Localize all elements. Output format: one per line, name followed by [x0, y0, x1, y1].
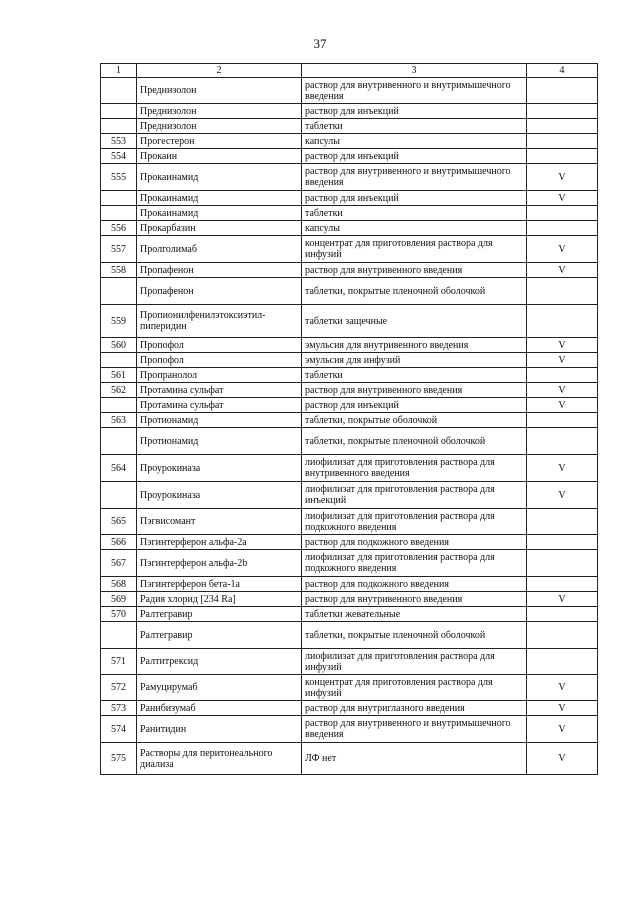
- mark-cell: V: [527, 592, 598, 607]
- row-number: 569: [101, 592, 137, 607]
- mark-cell: [527, 550, 598, 577]
- row-number: [101, 398, 137, 413]
- drug-name: Ранитидин: [137, 716, 302, 743]
- mark-cell: [527, 149, 598, 164]
- drug-name: Прокаин: [137, 149, 302, 164]
- drug-name: Пропионилфенилэтоксиэтил-пиперидин: [137, 305, 302, 338]
- table-row: [101, 482, 598, 509]
- drug-name: Прокаинамид: [137, 191, 302, 206]
- drug-name: Пропофол: [137, 353, 302, 368]
- drug-name: Ралтитрексид: [137, 649, 302, 675]
- table-row: [101, 206, 598, 221]
- drug-name: Пролголимаб: [137, 236, 302, 263]
- table-row: [101, 455, 598, 482]
- table-row: [101, 78, 598, 104]
- row-number: 560: [101, 338, 137, 353]
- row-number: 572: [101, 675, 137, 701]
- drug-name: Прогестерон: [137, 134, 302, 149]
- table-row: [101, 550, 598, 577]
- row-number: 553: [101, 134, 137, 149]
- table-row: [101, 278, 598, 305]
- drug-name: Пропранолол: [137, 368, 302, 383]
- dosage-form: раствор для инъекций: [302, 149, 527, 164]
- row-number: [101, 119, 137, 134]
- drug-name: Преднизолон: [137, 78, 302, 104]
- table-row: [101, 607, 598, 622]
- dosage-form: лиофилизат для приготовления раствора для инъекций: [302, 482, 527, 509]
- header-cell: 4: [527, 64, 598, 78]
- mark-cell: V: [527, 353, 598, 368]
- row-number: 563: [101, 413, 137, 428]
- table-row: [101, 134, 598, 149]
- mark-cell: V: [527, 164, 598, 191]
- mark-cell: [527, 119, 598, 134]
- dosage-form: капсулы: [302, 134, 527, 149]
- dosage-form: эмульсия для инфузий: [302, 353, 527, 368]
- row-number: 570: [101, 607, 137, 622]
- dosage-form: раствор для подкожного введения: [302, 577, 527, 592]
- mark-cell: [527, 509, 598, 535]
- header-cell: 3: [302, 64, 527, 78]
- drug-name: Пэгинтерферон альфа-2b: [137, 550, 302, 577]
- row-number: [101, 353, 137, 368]
- drug-name: Прокарбазин: [137, 221, 302, 236]
- row-number: 556: [101, 221, 137, 236]
- row-number: [101, 206, 137, 221]
- table-row: [101, 535, 598, 550]
- row-number: [101, 78, 137, 104]
- mark-cell: [527, 305, 598, 338]
- drug-name: Пропафенон: [137, 278, 302, 305]
- mark-cell: [527, 413, 598, 428]
- dosage-form: таблетки, покрытые пленочной оболочкой: [302, 622, 527, 649]
- row-number: 562: [101, 383, 137, 398]
- mark-cell: V: [527, 743, 598, 775]
- mark-cell: V: [527, 383, 598, 398]
- row-number: 557: [101, 236, 137, 263]
- table-row: [101, 305, 598, 338]
- mark-cell: [527, 206, 598, 221]
- dosage-form: таблетки защечные: [302, 305, 527, 338]
- table-row: [101, 221, 598, 236]
- dosage-form: лиофилизат для приготовления раствора для внутривенного введения: [302, 455, 527, 482]
- row-number: 564: [101, 455, 137, 482]
- table-row: [101, 649, 598, 675]
- dosage-form: концентрат для приготовления раствора для инфузий: [302, 675, 527, 701]
- table-header-row: [101, 64, 598, 78]
- row-number: 571: [101, 649, 137, 675]
- drug-name: Протионамид: [137, 428, 302, 455]
- table-row: [101, 398, 598, 413]
- dosage-form: раствор для внутривенного и внутримышечного введения: [302, 164, 527, 191]
- drug-name: Ралтегравир: [137, 607, 302, 622]
- table-row: [101, 577, 598, 592]
- drug-name: Пэгинтерферон альфа-2а: [137, 535, 302, 550]
- mark-cell: V: [527, 455, 598, 482]
- drug-name: Радия хлорид [234 Ra]: [137, 592, 302, 607]
- row-number: 575: [101, 743, 137, 775]
- drug-name: Прокаинамид: [137, 206, 302, 221]
- row-number: [101, 482, 137, 509]
- mark-cell: [527, 622, 598, 649]
- mark-cell: [527, 221, 598, 236]
- dosage-form: раствор для внутривенного и внутримышечного введения: [302, 716, 527, 743]
- row-number: [101, 428, 137, 455]
- table-row: [101, 413, 598, 428]
- mark-cell: V: [527, 236, 598, 263]
- row-number: 567: [101, 550, 137, 577]
- drug-name: Протамина сульфат: [137, 398, 302, 413]
- row-number: 573: [101, 701, 137, 716]
- drug-table: [100, 63, 598, 775]
- drug-name: Проурокиназа: [137, 455, 302, 482]
- mark-cell: V: [527, 716, 598, 743]
- mark-cell: V: [527, 398, 598, 413]
- dosage-form: таблетки жевательные: [302, 607, 527, 622]
- row-number: 555: [101, 164, 137, 191]
- drug-name: Растворы для перитонеального диализа: [137, 743, 302, 775]
- table-row: [101, 338, 598, 353]
- table-row: [101, 119, 598, 134]
- dosage-form: раствор для инъекций: [302, 191, 527, 206]
- dosage-form: капсулы: [302, 221, 527, 236]
- dosage-form: таблетки, покрытые пленочной оболочкой: [302, 278, 527, 305]
- row-number: 565: [101, 509, 137, 535]
- table-row: [101, 236, 598, 263]
- drug-name: Рамуцирумаб: [137, 675, 302, 701]
- mark-cell: [527, 577, 598, 592]
- row-number: 558: [101, 263, 137, 278]
- dosage-form: раствор для внутривенного введения: [302, 592, 527, 607]
- mark-cell: V: [527, 701, 598, 716]
- drug-name: Пэгвисомант: [137, 509, 302, 535]
- table-row: [101, 149, 598, 164]
- dosage-form: раствор для инъекций: [302, 104, 527, 119]
- mark-cell: V: [527, 191, 598, 206]
- drug-name: Пропафенон: [137, 263, 302, 278]
- mark-cell: [527, 134, 598, 149]
- table-row: [101, 622, 598, 649]
- dosage-form: концентрат для приготовления раствора для инфузий: [302, 236, 527, 263]
- drug-name: Ралтегравир: [137, 622, 302, 649]
- row-number: 554: [101, 149, 137, 164]
- drug-name: Протионамид: [137, 413, 302, 428]
- dosage-form: таблетки: [302, 206, 527, 221]
- table-row: [101, 164, 598, 191]
- row-number: 568: [101, 577, 137, 592]
- row-number: [101, 191, 137, 206]
- drug-name: Ранибизумаб: [137, 701, 302, 716]
- table-row: [101, 263, 598, 278]
- dosage-form: таблетки, покрытые оболочкой: [302, 413, 527, 428]
- drug-name: Проурокиназа: [137, 482, 302, 509]
- dosage-form: таблетки: [302, 119, 527, 134]
- mark-cell: [527, 368, 598, 383]
- table-row: [101, 104, 598, 119]
- row-number: [101, 104, 137, 119]
- mark-cell: [527, 278, 598, 305]
- mark-cell: V: [527, 482, 598, 509]
- header-cell: 1: [101, 64, 137, 78]
- table-row: [101, 353, 598, 368]
- dosage-form: лиофилизат для приготовления раствора для подкожного введения: [302, 550, 527, 577]
- dosage-form: лиофилизат для приготовления раствора для инфузий: [302, 649, 527, 675]
- mark-cell: [527, 607, 598, 622]
- table-row: [101, 675, 598, 701]
- row-number: [101, 622, 137, 649]
- row-number: 561: [101, 368, 137, 383]
- dosage-form: таблетки, покрытые пленочной оболочкой: [302, 428, 527, 455]
- mark-cell: [527, 78, 598, 104]
- table-row: [101, 191, 598, 206]
- table-row: [101, 592, 598, 607]
- mark-cell: [527, 104, 598, 119]
- table-row: [101, 428, 598, 455]
- dosage-form: эмульсия для внутривенного введения: [302, 338, 527, 353]
- drug-name: Преднизолон: [137, 119, 302, 134]
- drug-name: Протамина сульфат: [137, 383, 302, 398]
- page-number: 37: [313, 36, 327, 51]
- table-row: [101, 743, 598, 775]
- table-row: [101, 368, 598, 383]
- row-number: [101, 278, 137, 305]
- drug-name: Прокаинамид: [137, 164, 302, 191]
- drug-name: Пэгинтерферон бета-1а: [137, 577, 302, 592]
- dosage-form: таблетки: [302, 368, 527, 383]
- row-number: 559: [101, 305, 137, 338]
- table-row: [101, 383, 598, 398]
- dosage-form: ЛФ нет: [302, 743, 527, 775]
- mark-cell: V: [527, 338, 598, 353]
- dosage-form: раствор для подкожного введения: [302, 535, 527, 550]
- mark-cell: [527, 535, 598, 550]
- dosage-form: раствор для внутривенного введения: [302, 263, 527, 278]
- header-cell: 2: [137, 64, 302, 78]
- dosage-form: лиофилизат для приготовления раствора для подкожного введения: [302, 509, 527, 535]
- mark-cell: [527, 428, 598, 455]
- mark-cell: V: [527, 675, 598, 701]
- mark-cell: V: [527, 263, 598, 278]
- dosage-form: раствор для инъекций: [302, 398, 527, 413]
- table-row: [101, 509, 598, 535]
- table-row: [101, 716, 598, 743]
- row-number: 574: [101, 716, 137, 743]
- row-number: 566: [101, 535, 137, 550]
- dosage-form: раствор для внутривенного введения: [302, 383, 527, 398]
- drug-name: Преднизолон: [137, 104, 302, 119]
- dosage-form: раствор для внутриглазного введения: [302, 701, 527, 716]
- drug-name: Пропофол: [137, 338, 302, 353]
- table-row: [101, 701, 598, 716]
- mark-cell: [527, 649, 598, 675]
- dosage-form: раствор для внутривенного и внутримышечного введения: [302, 78, 527, 104]
